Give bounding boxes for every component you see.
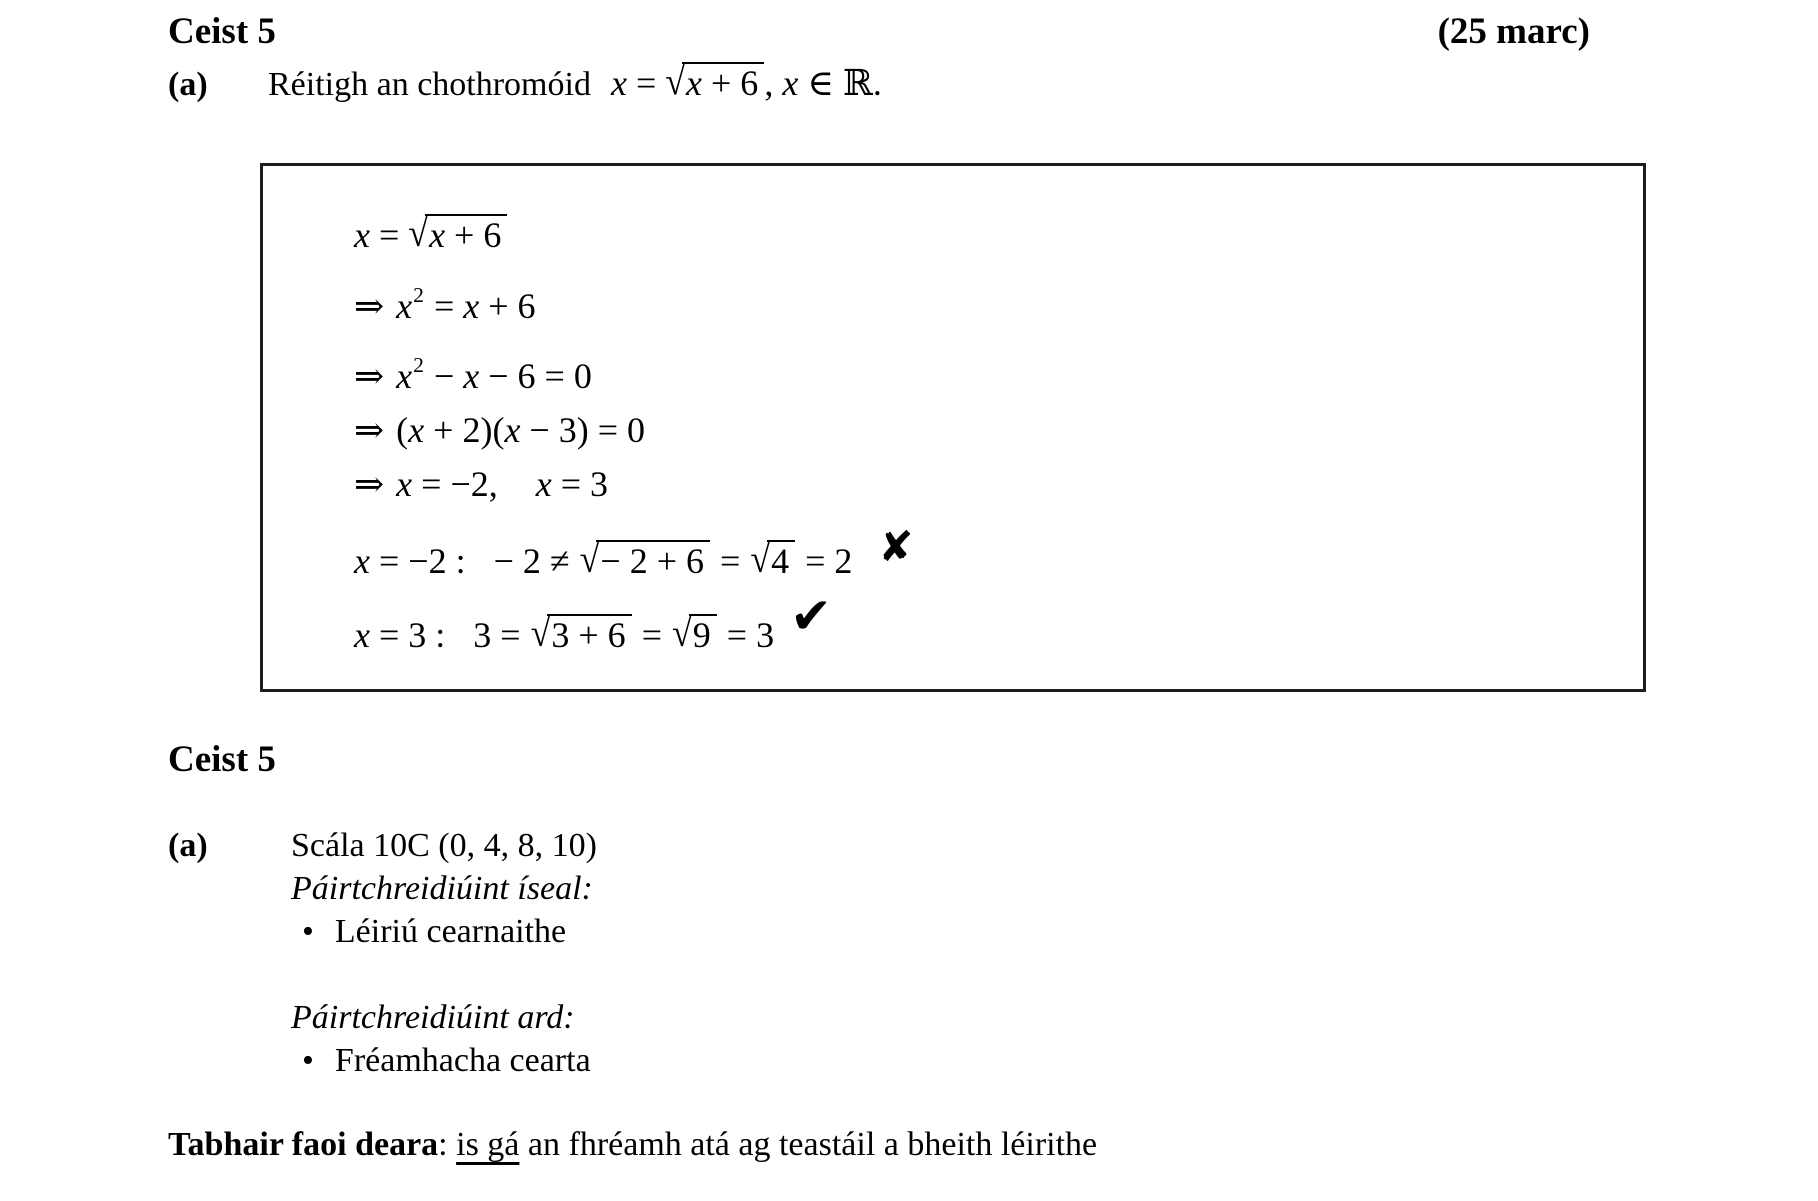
step2-rest: = x + 6: [433, 286, 536, 326]
solution-step-5: [354, 455, 1643, 513]
equation-lhs: x =: [610, 63, 666, 103]
radicand: 9: [689, 614, 717, 654]
implies-icon: ⇒: [354, 356, 385, 396]
root-one: x = −2,: [396, 464, 498, 504]
note-bold-lead: Tabhair faoi deara: [168, 1126, 439, 1163]
check-tail: = 3: [726, 615, 775, 655]
equation-domain: , x ∈ ℝ.: [764, 63, 882, 103]
radicand: x + 6: [682, 62, 764, 102]
implies-icon: ⇒: [354, 286, 385, 326]
solution-step-2: [354, 269, 1643, 335]
solution-steps: [263, 166, 1643, 664]
x-mark-icon: ✘: [878, 522, 914, 571]
scheme-content: [291, 824, 597, 1082]
solution-step-1: [354, 206, 1643, 264]
radicand: 3 + 6: [547, 614, 631, 654]
check-lead: − 2 ≠: [493, 541, 570, 581]
solution-check-3: [354, 587, 1643, 664]
radicand: x + 6: [425, 214, 507, 254]
question-line: [168, 58, 882, 110]
step4-expr: (x + 2)(x − 3) = 0: [396, 410, 646, 450]
exponent: 2: [413, 352, 424, 377]
note-underlined: is gá: [456, 1126, 520, 1163]
radical-sign-icon: √: [665, 59, 686, 104]
scheme-scale: Scála 10C (0, 4, 8, 10): [291, 827, 597, 864]
question-prompt: Réitigh an chothromóid: [268, 66, 591, 103]
square-root: [750, 532, 795, 590]
implies-icon: ⇒: [354, 464, 385, 504]
note-line: [168, 1122, 1097, 1168]
root-two: x = 3: [535, 464, 609, 504]
scheme-section-title: Ceist 5: [168, 739, 276, 780]
radical-sign-icon: √: [408, 210, 429, 255]
radicand: − 2 + 6: [596, 540, 710, 580]
solution-step-3: [354, 339, 1643, 405]
check-mark-icon: ✔: [790, 587, 832, 645]
scheme-part-label: (a): [168, 827, 208, 864]
radical-sign-icon: √: [672, 610, 692, 655]
question-title: Ceist 5: [168, 11, 276, 52]
check-tail: = 2: [805, 541, 853, 581]
radicand: 4: [767, 540, 795, 580]
square-root: [665, 58, 764, 108]
scheme-partial-high-heading: Páirtchreidiúint ard:: [291, 999, 575, 1036]
step3-rest: − x − 6 = 0: [433, 356, 592, 396]
square-root: [531, 606, 632, 664]
exponent: 2: [413, 282, 424, 307]
check-lead: 3 =: [473, 615, 521, 655]
scheme-low-item: Léiriú cearnaithe: [334, 913, 567, 950]
radical-sign-icon: √: [530, 610, 551, 655]
equals-sign: =: [720, 541, 741, 581]
part-label: (a): [168, 66, 208, 103]
scheme-bullet-low: [291, 910, 597, 953]
solution-check-neg2: [354, 522, 1643, 590]
marks-label: (25 marc): [1437, 11, 1590, 52]
bullet-icon: •: [302, 1042, 314, 1079]
solution-step-4: [354, 401, 1643, 459]
square-root: [672, 606, 717, 664]
note-rest: an fhréamh atá ag teastáil a bheith léirithe: [519, 1126, 1098, 1163]
case-label: x = 3 :: [354, 615, 446, 655]
bullet-icon: •: [302, 913, 314, 950]
scheme-bullet-high: [291, 1039, 597, 1082]
radical-sign-icon: √: [579, 536, 600, 581]
solution-box: [260, 163, 1646, 692]
square-root: [408, 206, 507, 264]
note-colon: :: [438, 1126, 457, 1163]
radical-sign-icon: √: [750, 536, 771, 581]
step3-base: x: [396, 356, 413, 396]
case-label: x = −2 :: [354, 541, 466, 581]
scheme-partial-low-heading: Páirtchreidiúint íseal:: [291, 870, 593, 907]
equals-sign: =: [641, 615, 662, 655]
square-root: [580, 532, 710, 590]
step1-lhs: x =: [354, 215, 409, 255]
scheme-high-item: Fréamhacha cearta: [334, 1042, 591, 1079]
step2-base: x: [396, 286, 413, 326]
implies-icon: ⇒: [354, 410, 385, 450]
blank-line: [291, 953, 597, 996]
question-equation: [610, 59, 882, 104]
